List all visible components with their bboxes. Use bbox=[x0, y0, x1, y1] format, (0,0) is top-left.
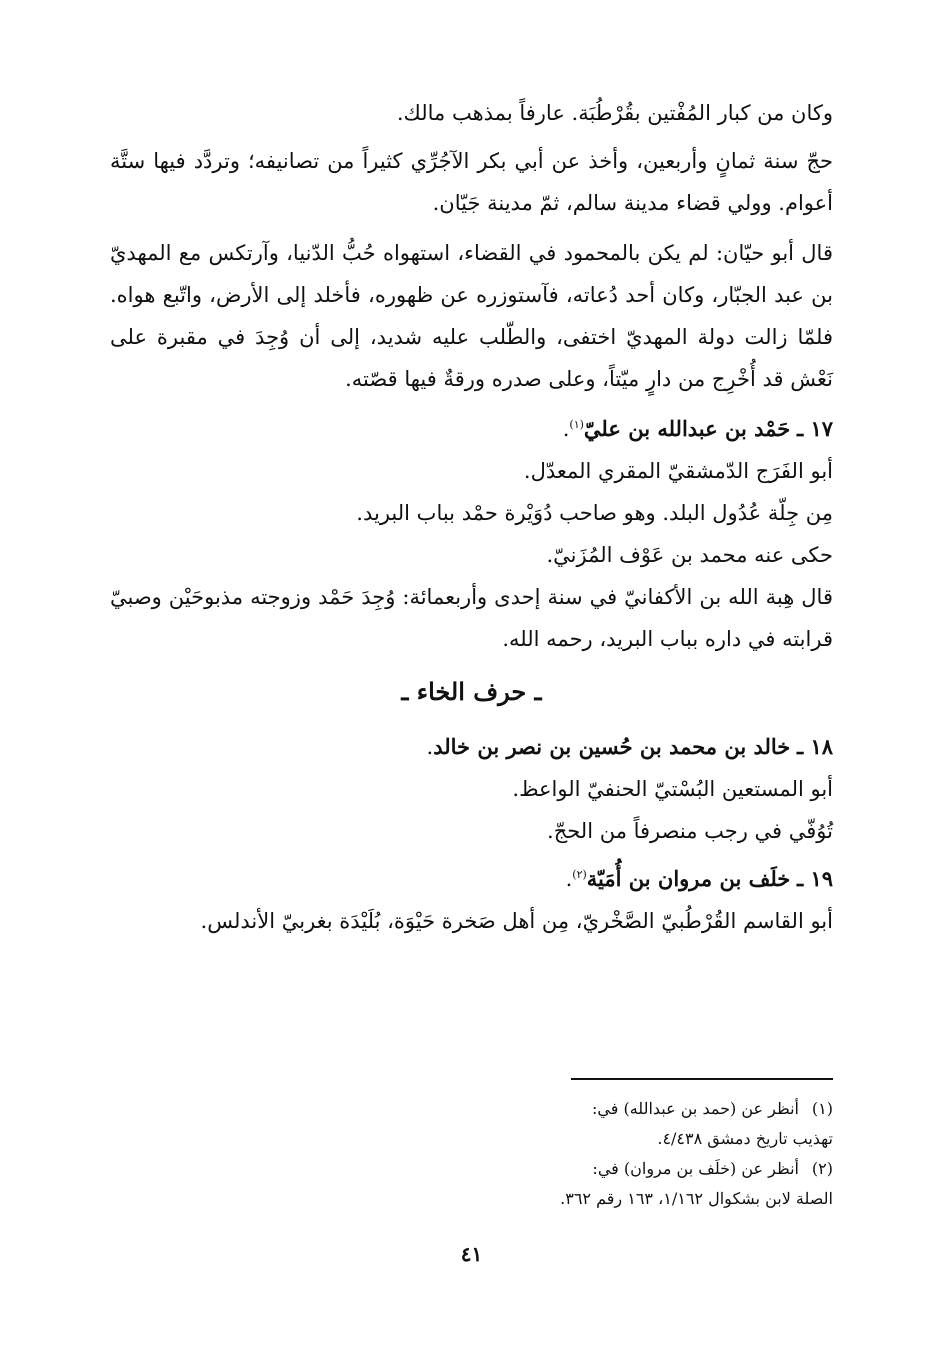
footnote-separator bbox=[571, 1078, 833, 1080]
document-page bbox=[110, 92, 833, 1370]
footnote-2-line-1: أنظر عن (خلَف بن مروان) في: bbox=[592, 1159, 799, 1178]
section-title: ـ حرف الخاء ـ bbox=[401, 677, 542, 706]
footnote-1-number: (١) bbox=[811, 1099, 833, 1118]
entry-18-line-2: تُوُفّي في رجب منصرفاً من الحجّ. bbox=[547, 819, 833, 843]
entry-19-paragraph: أبو القاسم القُرْطُبيّ الصَّخْريّ، مِن أهل صَخرة حَيْوَة، بُلَيْدَة بغربيّ الأندلس. bbox=[200, 909, 833, 933]
footnote-1-line-1: أنظر عن (حمد بن عبدالله) في: bbox=[591, 1099, 799, 1118]
entry-18-end: . bbox=[426, 735, 434, 759]
entry-18-line-1: أبو المستعين البُسْتيّ الحنفيّ الواعظ. bbox=[512, 777, 833, 801]
entry-18-number: ١٨ ـ bbox=[796, 734, 833, 759]
footnote-ref-2: (٢) bbox=[572, 868, 587, 881]
footnotes bbox=[110, 1094, 833, 1214]
entry-19-name: خلَف بن مروان بن أُمَيّة bbox=[586, 866, 791, 891]
entry-17-line-2: مِن جِلّة عُدُول البلد. وهو صاحب دُوَيْرة حمْد بباب البريد. bbox=[356, 501, 833, 525]
footnote-1-line-2: تهذيب تاريخ دمشق ٤/٤٣٨. bbox=[657, 1129, 833, 1148]
entry-17-line-1: أبو الفَرَج الدّمشقيّ المقري المعدّل. bbox=[523, 459, 833, 483]
paragraph-1: وكان من كبار المُفْتين بقُرْطُبَة. عارفاً بمذهب مالك. bbox=[396, 101, 833, 125]
footnote-ref-1: (١) bbox=[569, 418, 584, 431]
entry-17-paragraph: قال هِبة الله بن الأكفانيّ في سنة إحدى وأربعمائة: وُجِدَ حَمْد وزوجته مذبوحَيْن وصبيّ قرابته في داره بباب البريد، رحمه الله. bbox=[110, 585, 833, 651]
paragraph-2: حجّ سنة ثمانٍ وأربعين، وأخذ عن أبي بكر الآجُرِّي كثيراً من تصانيفه؛ وتردَّد فيها ستَّة أعوام. وولي قضاء مدينة سالم، ثمّ مدينة جَيّان. bbox=[110, 149, 833, 215]
paragraph-3: قال أبو حيّان: لم يكن بالمحمود في القضاء، استهواه حُبُّ الدّنيا، وآرتكس مع المهديّ بن عبد الجبّار، وكان أحد دُعاته، فآستوزره عن ظهوره، فأخلد إلى الأرض، واتّبع هواه. فلمّا زالت دولة المهديّ اختفى، والطّلب عليه شديد، إلى أن وُجِدَ في مقبرة على نَعْش قد أُخْرِج من دارٍ ميّتاً، وعلى صدره ورقةٌ فيها قصّته. bbox=[110, 241, 833, 391]
entry-18-name: خالد بن محمد بن حُسين بن نصر بن خالد bbox=[433, 734, 791, 759]
entry-18 bbox=[110, 726, 833, 852]
footnote-2-line-2: الصلة لابن بشكوال ١/١٦٢، ١٦٣ رقم ٣٦٢. bbox=[560, 1189, 833, 1208]
entry-19-heading bbox=[110, 858, 833, 900]
entry-19-number: ١٩ ـ bbox=[796, 866, 833, 891]
footnote-2 bbox=[110, 1154, 833, 1184]
entry-18-heading bbox=[110, 726, 833, 768]
footnote-2-number: (٢) bbox=[811, 1159, 833, 1178]
page-number: ٤١ bbox=[460, 1242, 483, 1266]
entry-17-name: حَمْد بن عبدالله بن عليّ bbox=[583, 416, 791, 441]
entry-17-end: . bbox=[562, 417, 570, 441]
entry-17-number: ١٧ ـ bbox=[796, 416, 833, 441]
footnote-1 bbox=[110, 1094, 833, 1124]
entry-17 bbox=[110, 408, 833, 660]
entry-19 bbox=[110, 858, 833, 942]
entry-17-line-3: حكى عنه محمد بن عَوْف المُزَنيّ. bbox=[546, 543, 833, 567]
entry-19-end: . bbox=[565, 867, 573, 891]
entry-17-heading bbox=[110, 408, 833, 450]
